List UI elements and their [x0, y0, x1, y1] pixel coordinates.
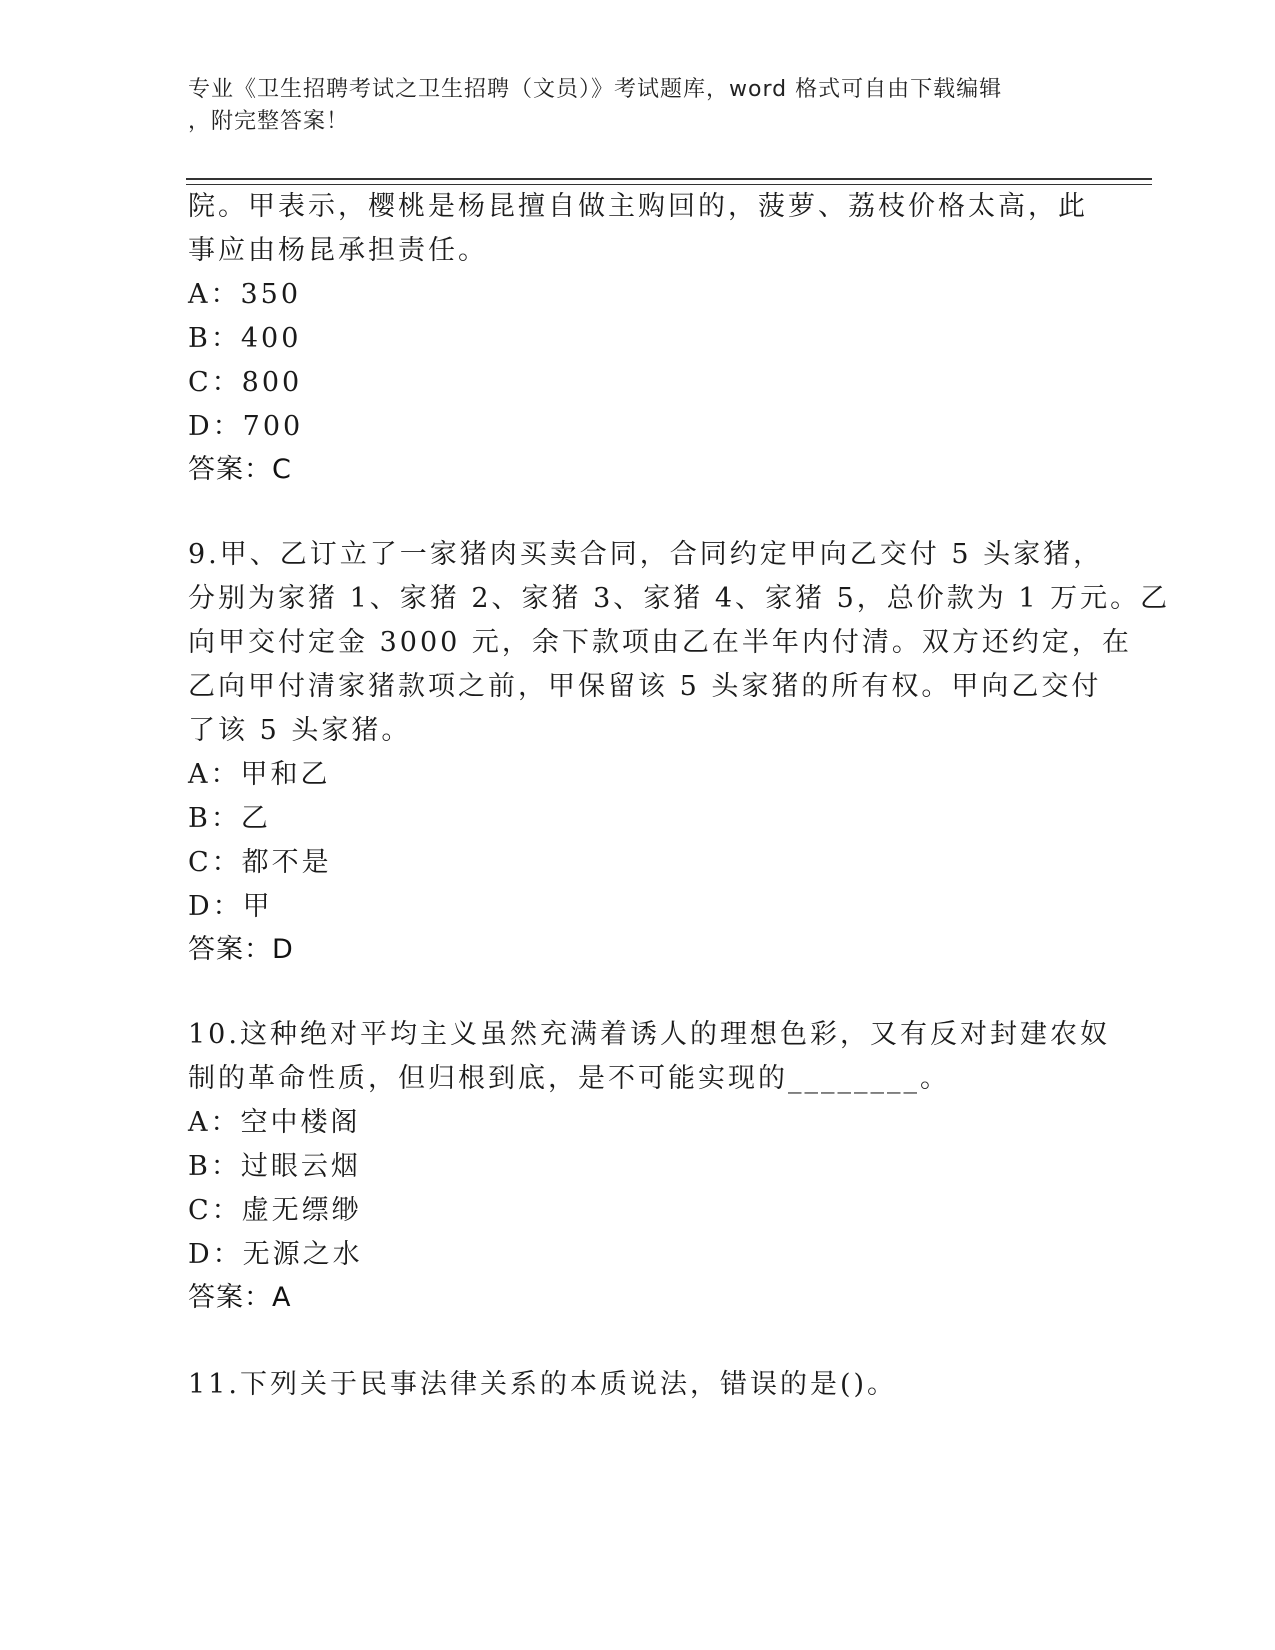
option-c: C：800: [188, 367, 303, 398]
document-header: [188, 74, 1088, 138]
option-a: A：甲和乙: [188, 759, 331, 790]
question-stem-line: 9.甲、乙订立了一家猪肉买卖合同，合同约定甲向乙交付 5 头家猪，: [188, 539, 1104, 570]
question-stem-line: 制的革命性质，但归根到底，是不可能实现的________。: [188, 1063, 950, 1094]
header-line-1: 专业《卫生招聘考试之卫生招聘（文员）》考试题库，word 格式可自由下载编辑: [188, 77, 1003, 102]
header-line-2: ，附完整答案！: [188, 109, 350, 134]
option-b: B：400: [188, 323, 302, 354]
option-a: A：空中楼阁: [188, 1107, 361, 1138]
answer-label: 答案：D: [188, 934, 294, 965]
answer-label: 答案：C: [188, 454, 292, 485]
option-c: C：虚无缥缈: [188, 1195, 362, 1226]
option-a: A：350: [188, 279, 302, 310]
header-divider: [186, 178, 1152, 180]
option-c: C：都不是: [188, 847, 332, 878]
question-stem-line: 11.下列关于民事法律关系的本质说法，错误的是()。: [188, 1369, 898, 1400]
option-d: D：无源之水: [188, 1239, 363, 1270]
question-stem-line: 向甲交付定金 3000 元，余下款项由乙在半年内付清。双方还约定，在: [188, 627, 1132, 658]
question-stem-line: 事应由杨昆承担责任。: [188, 235, 488, 266]
option-d: D：甲: [188, 891, 273, 922]
question-stem-line: 了该 5 头家猪。: [188, 715, 412, 746]
option-b: B：乙: [188, 803, 271, 834]
question-stem-line: 乙向甲付清家猪款项之前，甲保留该 5 头家猪的所有权。甲向乙交付: [188, 671, 1102, 702]
option-d: D：700: [188, 411, 304, 442]
question-stem-line: 院。甲表示，樱桃是杨昆擅自做主购回的，菠萝、荔枝价格太高，此: [188, 191, 1088, 222]
question-stem-line: 分别为家猪 1、家猪 2、家猪 3、家猪 4、家猪 5，总价款为 1 万元。乙: [188, 583, 1171, 614]
question-stem-line: 10.这种绝对平均主义虽然充满着诱人的理想色彩，又有反对封建农奴: [188, 1019, 1110, 1050]
option-b: B：过眼云烟: [188, 1151, 361, 1182]
answer-label: 答案：A: [188, 1282, 292, 1313]
